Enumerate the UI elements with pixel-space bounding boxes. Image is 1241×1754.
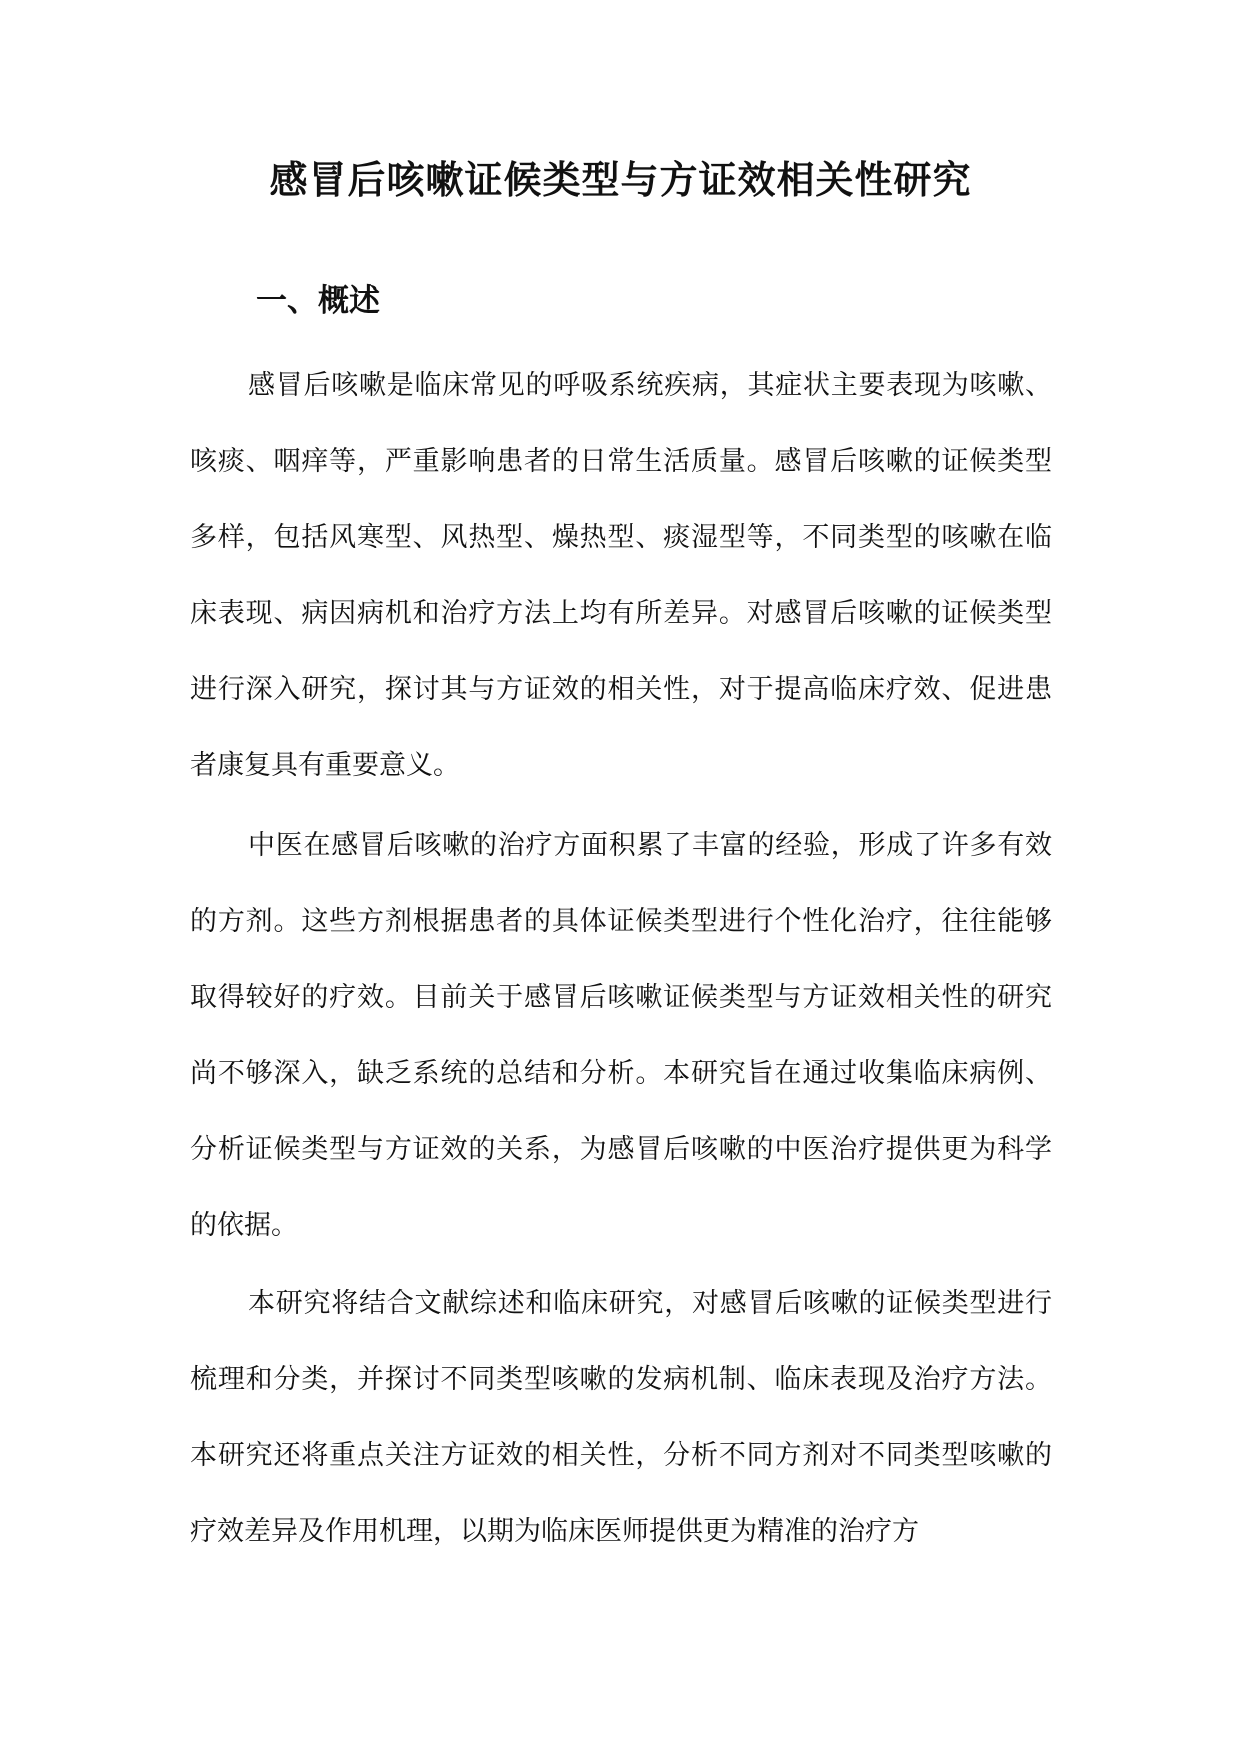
- body-paragraph: 中医在感冒后咳嗽的治疗方面积累了丰富的经验，形成了许多有效的方剂。这些方剂根据患者的具体证候类型进行个性化治疗，往往能够取得较好的疗效。目前关于感冒后咳嗽证候类型与方证效相关性的研究尚不够深入，缺乏系统的总结和分析。本研究旨在通过收集临床病例、分析证候类型与方证效的关系，为感冒后咳嗽的中医治疗提供更为科学的依据。: [190, 830, 1052, 1241]
- body-paragraph: 感冒后咳嗽是临床常见的呼吸系统疾病，其症状主要表现为咳嗽、咳痰、咽痒等，严重影响患者的日常生活质量。感冒后咳嗽的证候类型多样，包括风寒型、风热型、燥热型、痰湿型等，不同类型的咳嗽在临床表现、病因病机和治疗方法上均有所差异。对感冒后咳嗽的证候类型进行深入研究，探讨其与方证效的相关性，对于提高临床疗效、促进患者康复具有重要意义。: [190, 370, 1052, 781]
- body-paragraph: 本研究将结合文献综述和临床研究，对感冒后咳嗽的证候类型进行梳理和分类，并探讨不同类型咳嗽的发病机制、临床表现及治疗方法。本研究还将重点关注方证效的相关性，分析不同方剂对不同类型咳嗽的疗效差异及作用机理，以期为临床医师提供更为精准的治疗方: [190, 1288, 1052, 1547]
- section-heading: 一、概述: [256, 283, 380, 319]
- document-title: 感冒后咳嗽证候类型与方证效相关性研究: [269, 158, 972, 202]
